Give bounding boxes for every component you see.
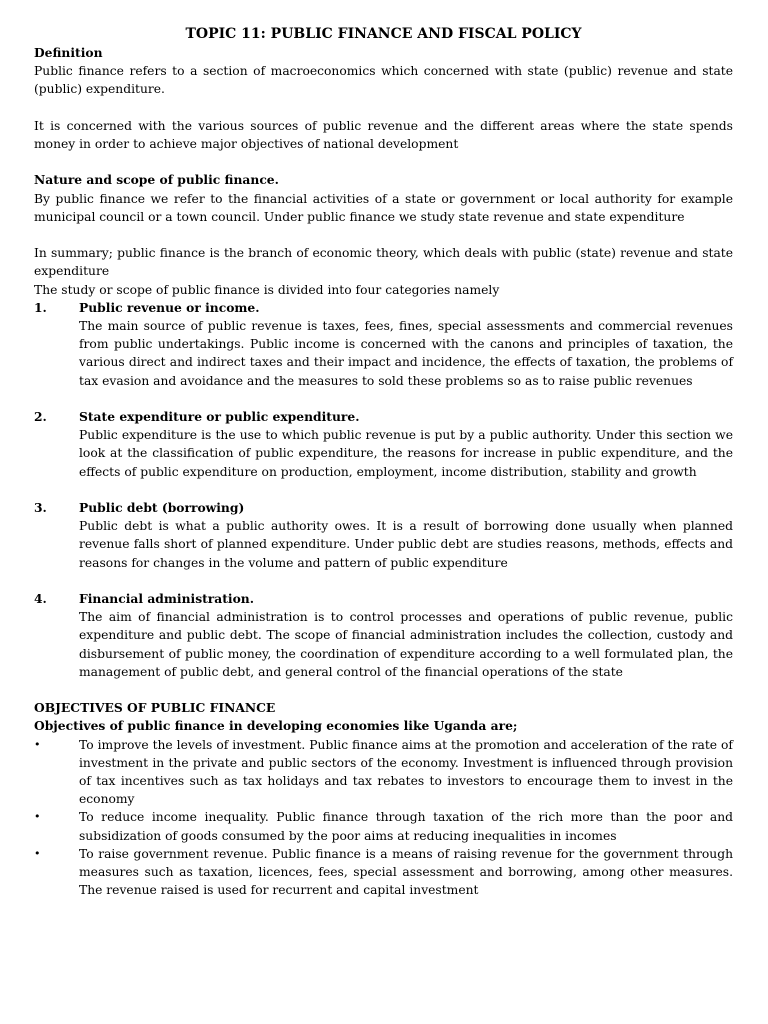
objective-text: To raise government revenue. Public finance is a means of raising revenue for the government through measures such as taxation, licences, fees, special assessment and borrowing, among other measures. The revenue raised is used for recurrent and capital investment (79, 846, 733, 898)
nature-paragraph: By public finance we refer to the financial activities of a state or government or local authority for example municipal council or a town council. Under public finance we study state revenue and state expenditure (34, 191, 733, 224)
category-number: 2. (34, 409, 47, 424)
category-text: Public expenditure is the use to which public revenue is put by a public authority. Under this section we look at the classification of public expenditure, the reasons for increase in public expenditure, and the effects of public expenditure on production, employment, income distribution, stability and growth (79, 428, 733, 479)
spacer (34, 481, 733, 499)
objective-text: To reduce income inequality. Public finance through taxation of the rich more than the poor and subsidization of goods consumed by the poor aims at reducing inequalities in incomes (79, 810, 733, 843)
definition-paragraph-1: Public finance refers to a section of macroeconomics which concerned with state (public) revenue and state (public) expenditure. (34, 64, 733, 97)
category-label: Financial administration. (79, 591, 255, 606)
category-item-3 (34, 499, 733, 572)
objective-text: To improve the levels of investment. Public finance aims at the promotion and acceleration of the rate of investment in the private and public sectors of the economy. Investment is influenced through provision of tax incentives such as tax holidays and tax rebates to investors to encourage them to invest in the economy (79, 737, 733, 807)
spacer (34, 99, 733, 117)
category-text: Public debt is what a public authority owes. It is a result of borrowing done usually when planned revenue falls short of planned expenditure. Under public debt are studies reasons, methods, effects and reasons for changes in the volume and pattern of public expenditure (79, 519, 733, 570)
spacer (34, 153, 733, 171)
definition-paragraph-2: It is concerned with the various sources of public revenue and the different areas where the state spends money in order to achieve major objectives of national development (34, 118, 733, 151)
category-item-2 (34, 408, 733, 481)
objective-item-1 (34, 736, 733, 809)
objective-item-2 (34, 808, 733, 844)
category-label: Public revenue or income. (79, 299, 260, 315)
category-text: The main source of public revenue is taxes, fees, fines, special assessments and commercial revenues from public undertakings. Public income is concerned with the canons and principles of taxation, the various direct and indirect taxes and their impact and incidence, the effects of taxation, the problems of tax evasion and avoidance and the measures to sold these problems so as to raise public revenues (79, 319, 733, 388)
objective-item-3 (34, 845, 733, 900)
summary-paragraph-1: In summary; public finance is the branch of economic theory, which deals with public (state) revenue and state expenditure (34, 246, 733, 279)
spacer (34, 390, 733, 408)
category-item-4 (34, 590, 733, 681)
objectives-heading: OBJECTIVES OF PUBLIC FINANCE (34, 700, 276, 716)
bullet-icon: • (34, 737, 41, 751)
spacer (34, 681, 733, 699)
bullet-icon: • (34, 846, 41, 860)
spacer (34, 226, 733, 244)
document-title: TOPIC 11: PUBLIC FINANCE AND FISCAL POLICY (185, 26, 582, 42)
objectives-subheading: Objectives of public finance in developing economies like Uganda are; (34, 718, 518, 734)
category-label: Public debt (borrowing) (79, 500, 245, 515)
category-label: State expenditure or public expenditure. (79, 409, 360, 424)
definition-heading: Definition (34, 45, 103, 60)
category-number: 3. (34, 500, 47, 515)
category-text: The aim of financial administration is to control processes and operations of public revenue, public expenditure and public debt. The scope of financial administration includes the collection, custody and disbursement of public money, the coordination of expenditure according to a well formulated plan, the management of public debt, and general control of the financial operations of the state (79, 610, 733, 679)
category-number: 1. (34, 299, 47, 315)
nature-heading: Nature and scope of public finance. (34, 172, 279, 188)
bullet-icon: • (34, 810, 41, 824)
spacer (34, 572, 733, 590)
category-item-1 (34, 299, 733, 390)
summary-paragraph-2: The study or scope of public finance is divided into four categories namely (34, 282, 500, 297)
category-number: 4. (34, 591, 47, 606)
